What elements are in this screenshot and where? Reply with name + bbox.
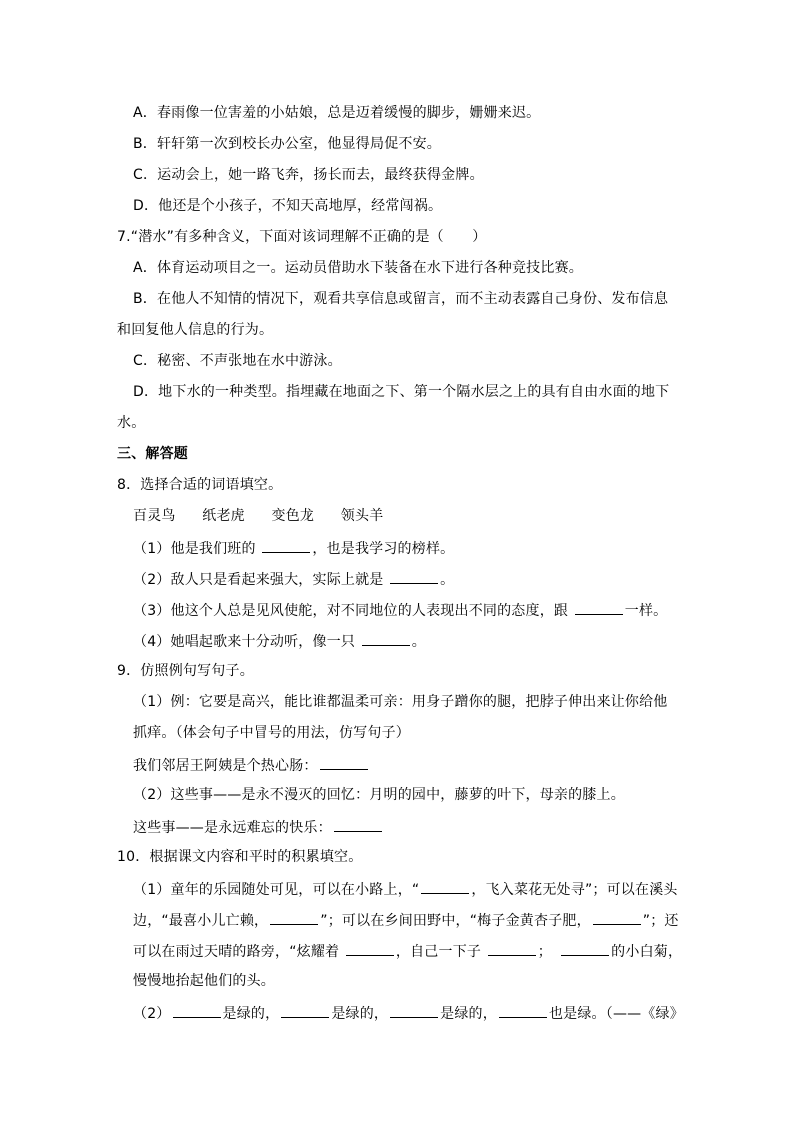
sentence-text: 。	[411, 634, 426, 650]
q7-stem: 7.“潜水”有多种含义，下面对该词理解不正确的是（ ）	[117, 229, 487, 245]
word-option: 领头羊	[340, 508, 384, 524]
sentence-text: 是绿的，	[440, 1006, 497, 1022]
q7-option-a: A．体育运动项目之一。运动员借助水下装备在水下进行各种竞技比赛。	[133, 260, 583, 276]
answer-blank[interactable]	[390, 569, 438, 584]
q10-stem: 10．根据课文内容和平时的积累填空。	[117, 849, 363, 865]
section-title: 三、解答题	[117, 446, 188, 462]
q8-sentence-4	[133, 631, 426, 651]
sentence-text: 是绿的，	[222, 1006, 280, 1022]
sentence-text: （2）	[133, 1006, 171, 1022]
q6-option-a: A．春雨像一位害羞的小姑娘，总是迈着缓慢的脚步，姗姗来迟。	[133, 105, 541, 121]
answer-blank[interactable]	[575, 600, 623, 615]
sentence-text: ，飞入菜花无处寻”；可以在溪头	[471, 882, 678, 898]
answer-blank[interactable]	[320, 755, 368, 770]
q9-stem: 9．仿照例句写句子。	[117, 663, 254, 679]
q6-option-b: B．轩轩第一次到校长办公室，他显得局促不安。	[133, 136, 442, 152]
sentence-text: ”；可以在乡间田野中，“梅子金黄杏子肥，	[320, 913, 591, 929]
q7-option-d-line2: 水。	[117, 415, 146, 431]
q9-answer-2	[133, 817, 384, 837]
sentence-text: （4）她唱起歌来十分动听，像一只	[133, 634, 360, 650]
answer-blank[interactable]	[488, 941, 536, 956]
answer-blank[interactable]	[593, 910, 641, 925]
q10-line-3	[133, 941, 682, 961]
q8-sentence-2	[133, 569, 454, 589]
sentence-text: 这些事——是永远难忘的快乐：	[133, 820, 332, 836]
sentence-text: 一样。	[624, 603, 668, 619]
word-option: 变色龙	[271, 508, 315, 524]
q8-sentence-3	[133, 600, 667, 620]
answer-blank[interactable]	[421, 879, 469, 894]
sentence-text: （3）他这个人总是见风使舵，对不同地位的人表现出不同的态度，跟	[133, 603, 573, 619]
answer-blank[interactable]	[390, 1003, 438, 1018]
sentence-text: 是绿的，	[331, 1006, 389, 1022]
q10-line-4: 慢慢地抬起他们的头。	[133, 973, 275, 989]
answer-blank[interactable]	[281, 1003, 329, 1018]
sentence-text: 边，“最喜小儿亡赖，	[133, 913, 269, 929]
answer-blank[interactable]	[270, 910, 318, 925]
answer-blank[interactable]	[362, 631, 410, 646]
q7-option-c: C．秘密、不声张地在水中游泳。	[133, 353, 342, 369]
sentence-text: 可以在雨过天晴的路旁，“炫耀着	[133, 944, 344, 960]
q7-option-b-line1: B．在他人不知情的情况下，观看共享信息或留言，而不主动表露自己身份、发布信息	[133, 291, 669, 307]
q7-option-d-line1: D．地下水的一种类型。指埋藏在地面之下、第一个隔水层之上的具有自由水面的地下	[133, 384, 670, 400]
answer-blank[interactable]	[561, 941, 609, 956]
word-option: 纸老虎	[202, 508, 245, 524]
answer-blank[interactable]	[334, 817, 382, 832]
q10-line-5	[133, 1003, 684, 1023]
q8-word-bank	[133, 507, 405, 525]
q8-sentence-1	[133, 538, 454, 558]
sentence-text: （1）童年的乐园随处可见，可以在小路上，“	[133, 882, 420, 898]
answer-blank[interactable]	[346, 941, 394, 956]
q9-example-1-line1: （1）例：它要是高兴，能比谁都温柔可亲：用身子蹭你的腿，把脖子伸出来让你给他	[133, 694, 668, 710]
q6-option-c: C．运动会上，她一路飞奔，扬长而去，最终获得金牌。	[133, 167, 484, 183]
sentence-text: 也是绿。（——《绿》	[548, 1006, 684, 1022]
sentence-text: （2）敌人只是看起来强大，实际上就是	[133, 572, 389, 588]
q7-option-b-line2: 和回复他人信息的行为。	[117, 322, 274, 338]
q9-example-1-line2: 抓痒。（体会句子中冒号的用法，仿写句子）	[133, 725, 410, 741]
q10-line-1	[133, 879, 678, 899]
word-option: 百灵鸟	[133, 508, 176, 524]
sentence-text: ，也是我学习的榜样。	[312, 541, 455, 557]
sentence-text: ，自己一下子	[395, 944, 486, 960]
answer-blank[interactable]	[262, 538, 310, 553]
sentence-text: 我们邻居王阿姨是个热心肠：	[133, 758, 318, 774]
answer-blank[interactable]	[499, 1003, 547, 1018]
sentence-text: （1）他是我们班的	[133, 541, 261, 557]
answer-blank[interactable]	[173, 1003, 221, 1018]
sentence-text: ；	[537, 944, 560, 960]
q10-line-2	[133, 910, 679, 930]
q9-example-2: （2）这些事——是永不漫灭的回忆：月明的园中，藤萝的叶下，母亲的膝上。	[133, 787, 625, 803]
sentence-text: 的小白菊，	[611, 944, 683, 960]
sentence-text: ”；还	[642, 913, 679, 929]
q8-stem: 8．选择合适的词语填空。	[117, 477, 283, 493]
q6-option-d: D．他还是个小孩子，不知天高地厚，经常闯祸。	[133, 198, 443, 214]
q9-answer-1	[133, 755, 370, 775]
sentence-text: 。	[440, 572, 455, 588]
